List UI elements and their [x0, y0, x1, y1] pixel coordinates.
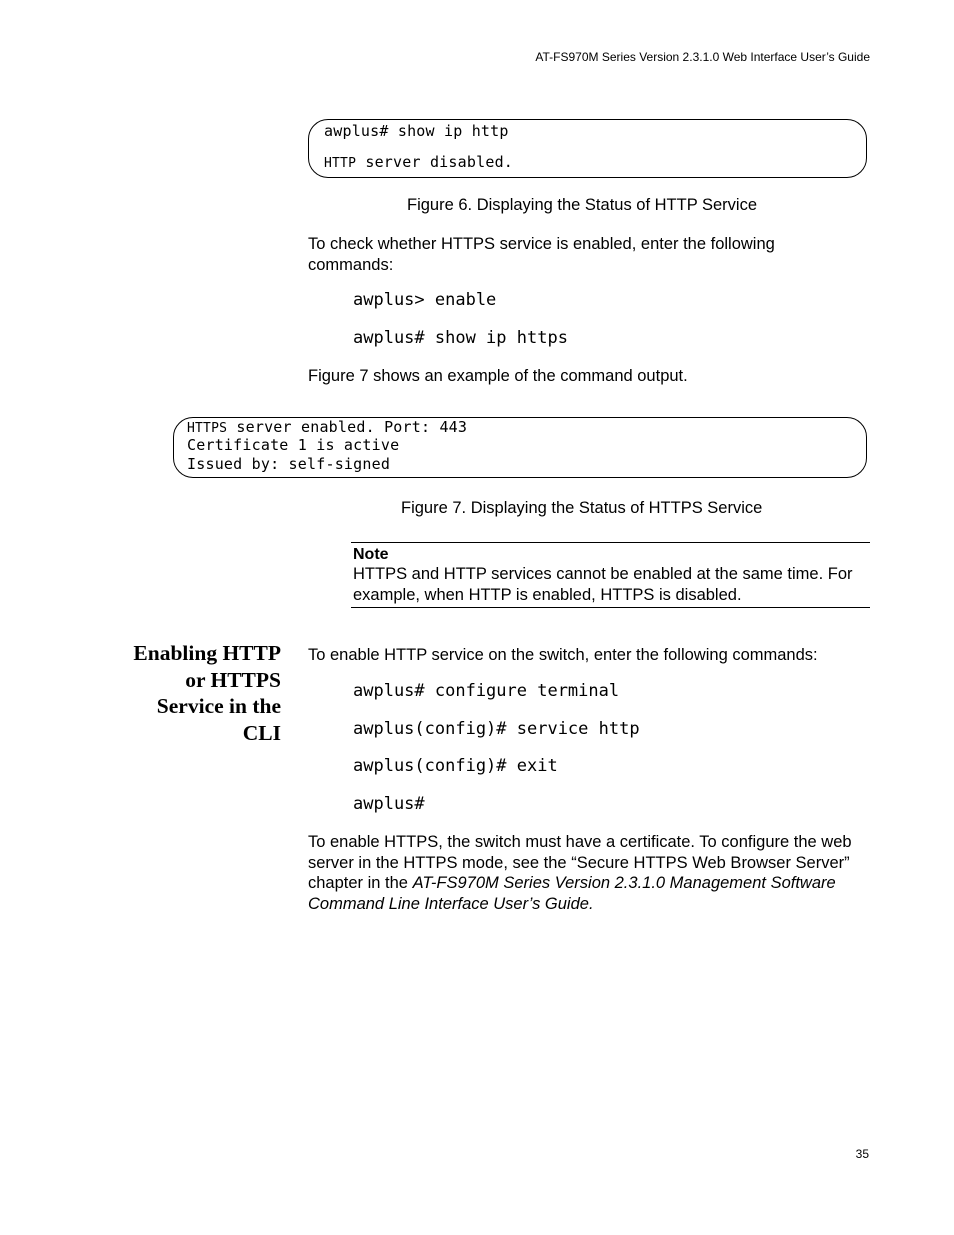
heading-line: Enabling HTTP — [133, 641, 281, 665]
https-check-intro: To check whether HTTPS service is enabled, enter the following commands: — [308, 235, 775, 274]
command-line: awplus# — [353, 794, 425, 814]
command-line: awplus(config)# service http — [353, 719, 640, 739]
terminal-line: Certificate 1 is active — [187, 436, 400, 454]
terminal-line — [187, 418, 467, 436]
terminal-text: server disabled. — [356, 153, 514, 171]
figure-7-reference: Figure 7 shows an example of the command output. — [308, 367, 688, 385]
heading-line: CLI — [242, 720, 281, 745]
terminal-keyword: HTTPS — [187, 421, 228, 436]
command-line: awplus> enable — [353, 290, 497, 310]
note-title: Note — [353, 546, 389, 563]
note-text: HTTPS and HTTP services cannot be enabled at the same time. For example, when HTTP is enabled, HTTPS is disabled. — [353, 565, 853, 604]
terminal-line: awplus# show ip http — [324, 122, 509, 140]
command-line: awplus# show ip https — [353, 328, 568, 348]
figure-7-caption: Figure 7. Displaying the Status of HTTPS Service — [401, 499, 763, 517]
terminal-text: server enabled. Port: 443 — [227, 418, 468, 436]
note-box — [351, 542, 870, 608]
guide-title-reference: AT-FS970M Series Version 2.3.1.0 Management Software Command Line Interface User’s Guide. — [308, 874, 836, 913]
terminal-keyword: HTTP — [324, 156, 357, 171]
figure-6-caption: Figure 6. Displaying the Status of HTTP Service — [407, 196, 758, 214]
enable-https-paragraph — [308, 832, 866, 914]
enable-http-intro: To enable HTTP service on the switch, enter the following commands: — [308, 646, 818, 664]
heading-line: Service in the — [156, 694, 281, 718]
running-header: AT-FS970M Series Version 2.3.1.0 Web Interface User’s Guide — [535, 50, 870, 64]
section-heading — [100, 640, 281, 746]
paragraph-text: To enable HTTPS, the switch must have a certificate. To configure the web server in the HTTPS mode, see the “Secure HTTPS Web Browser Server” chapter in the — [308, 833, 852, 892]
command-line: awplus# configure terminal — [353, 681, 620, 701]
command-line: awplus(config)# exit — [353, 756, 558, 776]
terminal-line — [324, 153, 513, 171]
page-number: 35 — [855, 1147, 869, 1161]
terminal-line: Issued by: self-signed — [187, 455, 391, 473]
heading-line: or HTTPS — [185, 667, 281, 692]
